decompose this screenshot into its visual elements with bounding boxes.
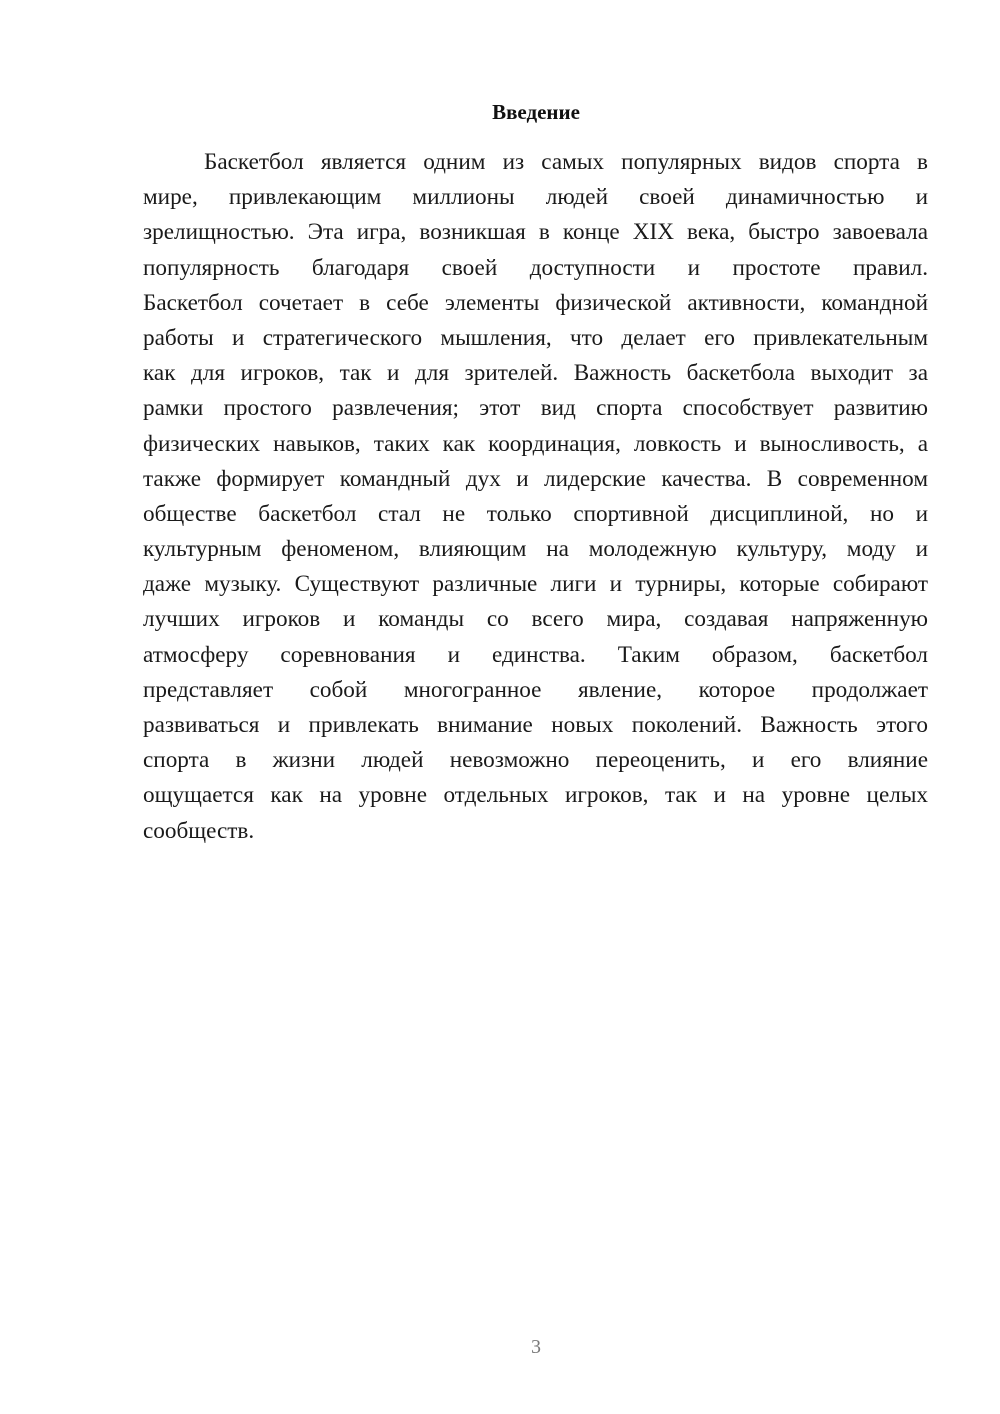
paragraph-line: атмосферу соревнования и единства. Таким образом, баскетбол	[143, 641, 928, 668]
paragraph-line: зрелищностью. Эта игра, возникшая в конце XIX века, быстро завоевала	[143, 219, 928, 246]
paragraph-line: лучших игроков и команды со всего мира, создавая напряженную	[143, 606, 928, 633]
paragraph-line: работы и стратегического мышления, что делает его привлекательным	[143, 324, 928, 351]
paragraph-line: развиваться и привлекать внимание новых поколений. Важность этого	[143, 712, 928, 738]
paragraph-line: Баскетбол является одним из самых популярных видов спорта в	[204, 149, 928, 175]
paragraph-line: культурным феноменом, влияющим на молодежную культуру, моду и	[143, 536, 928, 563]
section-title: Введение	[492, 100, 580, 124]
paragraph-line: рамки простого развлечения; этот вид спорта способствует развитию	[143, 395, 928, 422]
paragraph-line: также формирует командный дух и лидерские качества. В современном	[143, 465, 928, 492]
paragraph-line: даже музыку. Существуют различные лиги и турниры, которые собирают	[143, 571, 928, 598]
paragraph-line: представляет собой многогранное явление, которое продолжает	[143, 676, 928, 703]
paragraph-line: сообществ.	[143, 817, 255, 844]
paragraph-line: Баскетбол сочетает в себе элементы физической активности, командной	[143, 289, 928, 316]
paragraph-line: спорта в жизни людей невозможно переоценить, и его влияние	[143, 747, 928, 774]
paragraph-line: обществе баскетбол стал не только спортивной дисциплиной, но и	[143, 500, 928, 527]
paragraph-line: как для игроков, так и для зрителей. Важность баскетбола выходит за	[143, 360, 928, 387]
paragraph-line: мире, привлекающим миллионы людей своей динамичностью и	[143, 184, 928, 211]
paragraph-line: популярность благодаря своей доступности и простоте правил.	[143, 254, 928, 281]
intro-paragraph	[143, 145, 928, 849]
paragraph-line: ощущается как на уровне отдельных игроков, так и на уровне целых	[143, 782, 928, 809]
paragraph-line: физических навыков, таких как координация, ловкость и выносливость, а	[143, 430, 928, 457]
page-number: 3	[531, 1336, 541, 1358]
